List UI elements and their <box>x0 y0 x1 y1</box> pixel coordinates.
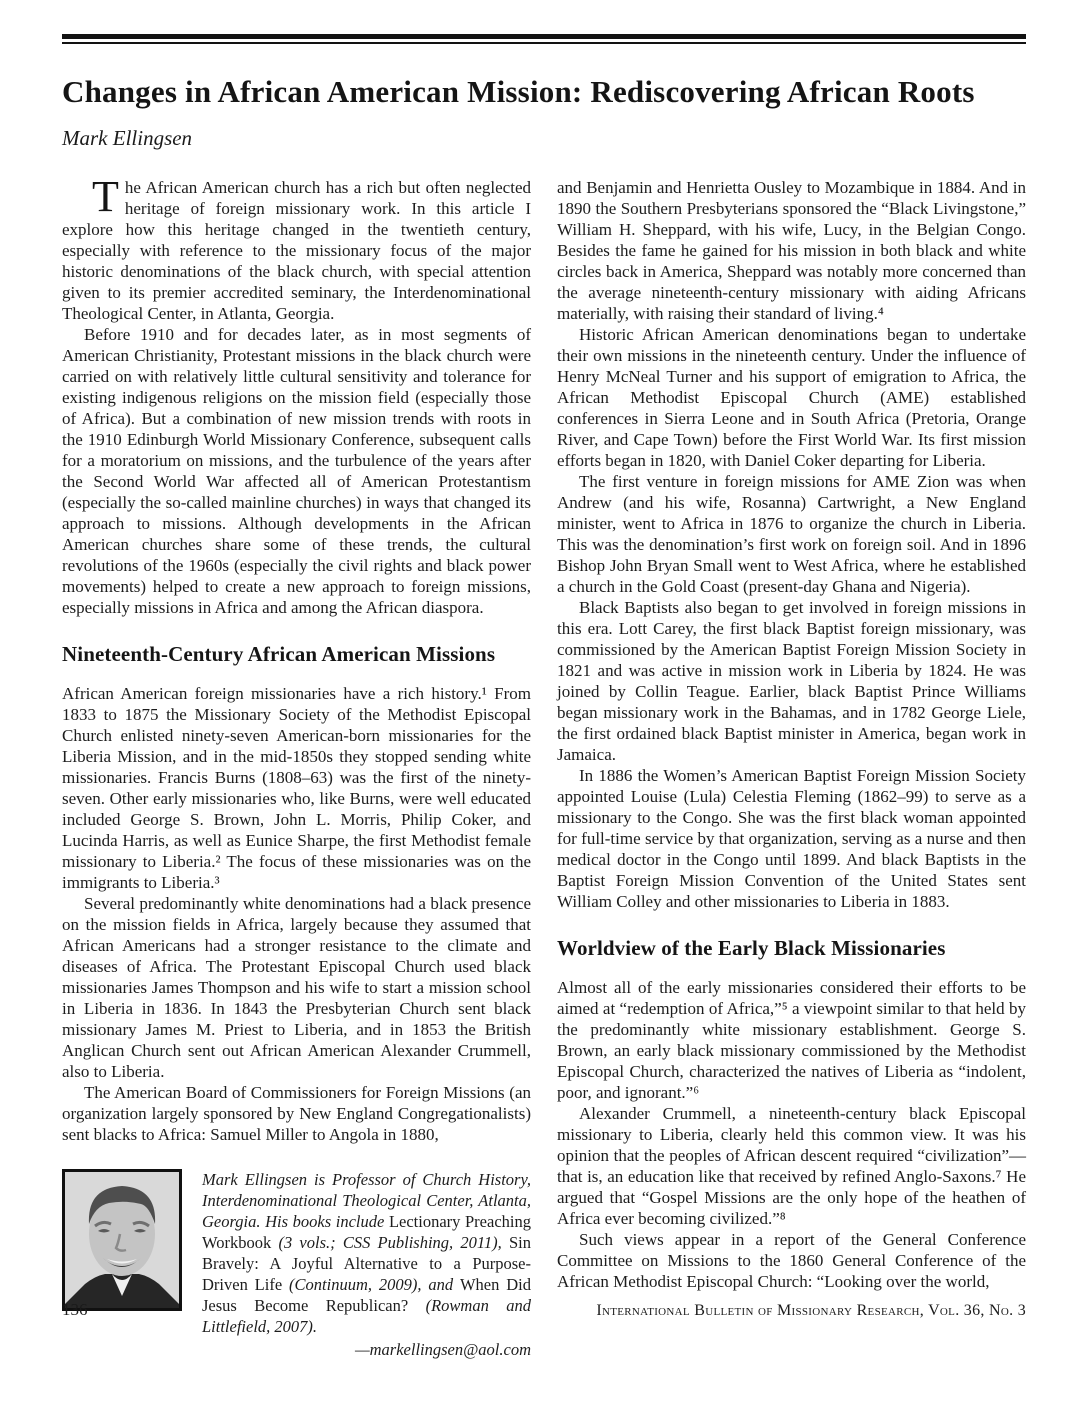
bio-segment-book-title: Sin Bravely: A Joyful Alternative to a Purpose-Driven Life <box>202 1233 531 1294</box>
bio-segment: (Rowman and Littlefield, 2007). <box>202 1296 531 1336</box>
paragraph: Several predominantly white denominations had a black presence on the mission fields in Africa, largely because they assumed that African Americans had a stronger resistance to the climate and diseases of Africa. The Protestant Episcopal Church used black missionaries James Thompson and his wife to start a mission school in Liberia in 1836. In 1843 the Presbyterian Church sent black missionary James M. Priest to Liberia, and in 1853 the British Anglican Church sent out African American Alexander Crummell, also to Liberia. <box>62 894 531 1081</box>
bio-segment-book-title: When Did Jesus Become Republican? <box>202 1275 531 1315</box>
paragraph-intro-text: he African American church has a rich but often neglected heritage of foreign missionary work. In this article I explore how this heritage changed in the twentieth century, especially with reference to the missionary focus of the major historic denominations of the black church, with special attention given to its premier accredited seminary, the Interdenominational Theological Center, in Atlanta, Georgia. <box>62 178 531 323</box>
bio-segment-book-title: Lectionary Preaching Workbook <box>202 1212 531 1252</box>
paragraph: and Benjamin and Henrietta Ousley to Mozambique in 1884. And in 1890 the Southern Presbyterians sponsored the “Black Livingstone,” William H. Sheppard, with his wife, Lucy, in the Belgian Congo. Besides the fame he gained for his mission in both black and white circles back in America, Sheppard was notably more concerned than the average nineteenth-century missionary with aiding Africans materially, with raising their standard of living.⁴ <box>557 178 1026 323</box>
drop-cap: T <box>92 172 119 221</box>
author-bio-box <box>62 1169 531 1360</box>
paragraph: Such views appear in a report of the General Conference Committee on Missions to the 1860 General Conference of the African Methodist Episcopal Church: “Looking over the world, <box>557 1230 1026 1291</box>
journal-citation: International Bulletin of Missionary Research, Vol. 36, No. 3 <box>596 1302 1026 1319</box>
two-column-body <box>62 172 1026 1360</box>
paragraph-intro <box>62 172 531 324</box>
article-title: Changes in African American Mission: Rediscovering African Roots <box>62 74 975 109</box>
paragraph: In 1886 the Women’s American Baptist Foreign Mission Society appointed Louise (Lula) Celestia Fleming (1862–99) to serve as a missionary to the Congo. She was the first black woman appointed for full-time service by that organization, serving as a nurse and then medical doctor in the Congo until 1899. And black Baptists in the Baptist Foreign Mission Convention of the United States sent William Colley and other missionaries to Liberia in 1883. <box>557 766 1026 911</box>
top-rule-thick <box>62 34 1026 39</box>
paragraph: The American Board of Commissioners for Foreign Missions (an organization largely sponsored by New England Congregationalists) sent blacks to Africa: Samuel Miller to Angola in 1880, <box>62 1083 531 1144</box>
paragraph: Alexander Crummell, a nineteenth-century black Episcopal missionary to Liberia, clearly held this common view. It was his opinion that the peoples of African descent required “civilization”—that is, an education like that received by refined Anglo-Saxons.⁷ He argued that “Gospel Missions are the only hope of the heathen of Africa ever becoming civilized.”⁸ <box>557 1104 1026 1228</box>
author-photo <box>62 1169 182 1311</box>
left-column <box>62 172 531 1360</box>
bio-segment: Mark Ellingsen is Professor of Church History, Interdenominational Theological Center, Atlanta, Georgia. His books include <box>202 1170 531 1231</box>
bio-segment: (3 vols.; CSS Publishing, 2011), <box>278 1233 509 1252</box>
paragraph: Before 1910 and for decades later, as in most segments of American Christianity, Protestant missions in the black church were carried on with relatively little cultural sensitivity and tolerance for existing indigenous religions on the mission field (especially those of Africa). But a combination of new mission trends with roots in the 1910 Edinburgh World Missionary Conference, subsequent calls for a moratorium on missions, and the turbulence of the years after the Second World War affected all of American Protestantism (especially the so-called mainline churches) in ways that changed its approach to missions. Although developments in the African American churches share some of these trends, the cultural revolutions of the 1960s (especially the civil rights and black power movements) helped to create a new approach to foreign missions, especially missions in Africa and among the African diaspora. <box>62 325 531 617</box>
paragraph: Almost all of the early missionaries considered their efforts to be aimed at “redemption of Africa,”⁵ a viewpoint similar to that held by the predominantly white missionary establishment. George S. Brown, an early black missionary commissioned by the Methodist Episcopal Church, characterized the natives of Liberia as “indolent, poor, and ignorant.”⁶ <box>557 978 1026 1102</box>
paragraph: Historic African American denominations began to undertake their own missions in the nineteenth century. Under the influence of Henry McNeal Turner and his support of emigration to Africa, the African Methodist Episcopal Church (AME) established conferences in Sierra Leone and in South Africa (Pretoria, Orange River, and Cape Town) before the First World War. Its first mission efforts began in 1820, with Daniel Coker departing for Liberia. <box>557 325 1026 470</box>
paragraph: The first venture in foreign missions for AME Zion was when Andrew (and his wife, Rosanna) Cartwright, a New England minister, went to Africa in 1876 to organize the church in Liberia. This was the denomination’s first work on foreign soil. And in 1896 Bishop John Bryan Small went to West Africa, where he established a church in the Gold Coast (present-day Ghana and Nigeria). <box>557 472 1026 596</box>
portrait-illustration <box>65 1172 179 1308</box>
bio-segment: (Continuum, 2009), and <box>289 1275 460 1294</box>
paragraph: Black Baptists also began to get involved in foreign missions in this era. Lott Carey, the first black Baptist foreign missionary, was commissioned by the American Baptist Foreign Mission Society in 1821 and was active in mission work in Liberia by 1824. He was joined by Collin Teague. Earlier, black Baptist Prince Williams began missionary work in the Bahamas, and in 1782 George Liele, the first ordained black Baptist minister in America, began work in Jamaica. <box>557 598 1026 764</box>
author-byline: Mark Ellingsen <box>62 126 193 150</box>
author-email: —markellingsen@aol.com <box>354 1340 531 1359</box>
page-footer <box>62 1300 1026 1320</box>
author-bio-text <box>202 1169 531 1360</box>
page-number: 136 <box>62 1300 88 1319</box>
top-rule-thin <box>62 42 1026 44</box>
paragraph: African American foreign missionaries have a rich history.¹ From 1833 to 1875 the Missionary Society of the Methodist Episcopal Church enlisted ninety-seven American-born missionaries for the Liberia Mission, and in the mid-1850s they stopped sending white missionaries. Francis Burns (1808–63) was the first of the ninety-seven. Other early missionaries who, like Burns, were well educated included George S. Brown, John L. Morris, Philip Coker, and Lucinda Harris, as well as Eunice Sharpe, the first Methodist female missionary to Liberia.² The focus of these missionaries was on the immigrants to Liberia.³ <box>62 684 531 892</box>
article-page <box>62 34 1026 1360</box>
right-column <box>557 177 1026 1360</box>
section-heading-nineteenth-century: Nineteenth-Century African American Missions <box>62 642 496 666</box>
section-heading-worldview: Worldview of the Early Black Missionaries <box>557 936 946 960</box>
